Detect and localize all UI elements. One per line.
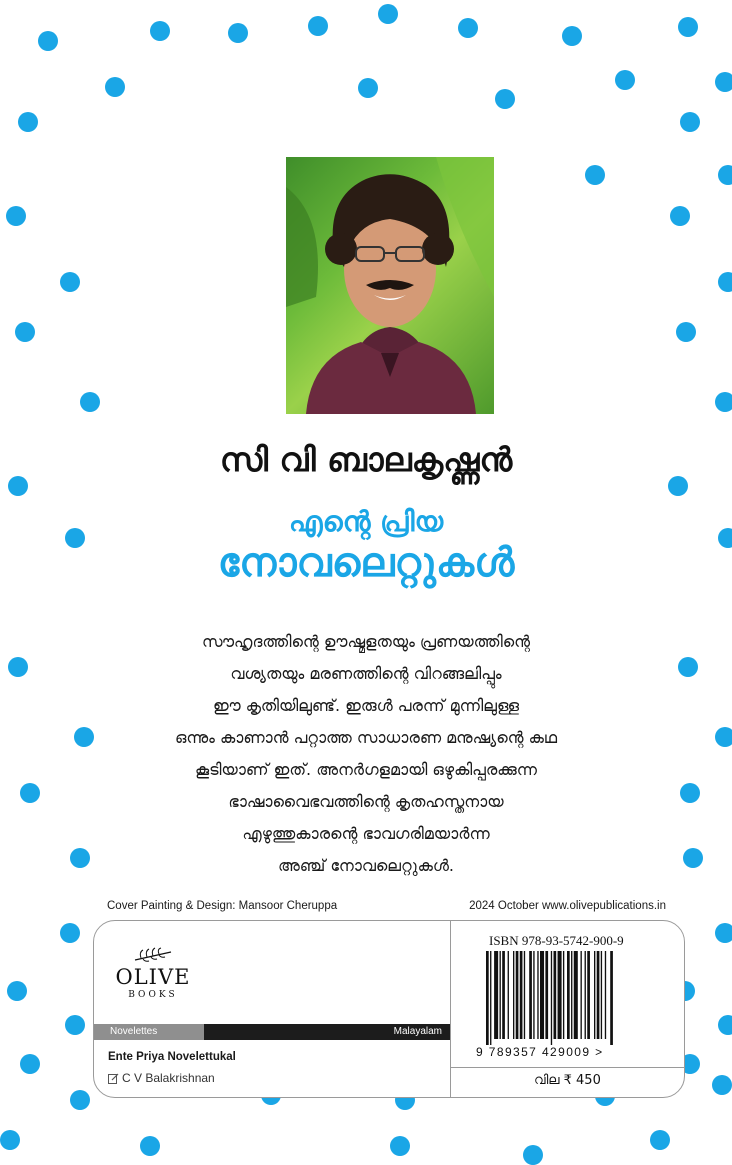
- barcode-bar: [500, 951, 501, 1039]
- language-label: Malayalam: [393, 1026, 442, 1037]
- barcode-bar: [605, 951, 606, 1039]
- dot: [60, 923, 80, 943]
- book-title-line2: നോവലെറ്റുകൾ: [217, 540, 515, 586]
- barcode-bar: [508, 951, 509, 1039]
- barcode-bar: [597, 951, 600, 1039]
- dot: [615, 70, 635, 90]
- barcode-bar: [551, 951, 552, 1045]
- dot: [678, 17, 698, 37]
- dot: [20, 1054, 40, 1074]
- barcode-bar: [520, 951, 523, 1039]
- barcode-bar: [533, 951, 534, 1039]
- dot: [676, 322, 696, 342]
- author-name: സി വി ബാലകൃഷ്ണൻ: [219, 440, 513, 479]
- dot: [718, 165, 732, 185]
- book-blurb: [150, 626, 582, 882]
- price-label: വില ₹ 450: [534, 1073, 601, 1088]
- barcode-bar: [563, 951, 564, 1039]
- publisher-sub: BOOKS: [128, 990, 178, 1000]
- pen-icon: [108, 1073, 119, 1084]
- dot: [390, 1136, 410, 1156]
- dot: [60, 272, 80, 292]
- author-photo: [286, 157, 494, 414]
- dot: [715, 923, 732, 943]
- dot: [715, 72, 732, 92]
- barcode-bar: [545, 951, 548, 1039]
- dot: [683, 848, 703, 868]
- barcode-bar: [585, 951, 586, 1039]
- publisher-name: OLIVE: [115, 965, 191, 989]
- barcode-bar: [601, 951, 602, 1039]
- dot: [718, 272, 732, 292]
- dot: [18, 112, 38, 132]
- barcode-bar: [516, 951, 519, 1039]
- dot: [670, 206, 690, 226]
- author-english: C V Balakrishnan: [122, 1071, 215, 1085]
- barcode-bar: [587, 951, 590, 1039]
- blurb-line: വശ്യതയും മരണത്തിന്റെ വിറങ്ങലിപ്പും: [230, 664, 502, 683]
- barcode-bar: [571, 951, 572, 1039]
- dot: [562, 26, 582, 46]
- barcode-bar: [494, 951, 498, 1039]
- dot: [378, 4, 398, 24]
- dot: [70, 1090, 90, 1110]
- price-divider: [451, 1067, 684, 1068]
- dot: [6, 206, 26, 226]
- dot: [718, 1015, 732, 1035]
- dot: [20, 783, 40, 803]
- dot: [458, 18, 478, 38]
- olive-branch-icon: [133, 947, 173, 963]
- dot: [650, 1130, 670, 1150]
- dot: [140, 1136, 160, 1156]
- barcode-bar: [537, 951, 538, 1039]
- blurb-line: ഒന്നും കാണാൻ പറ്റാത്ത സാധാരണ മനുഷ്യന്റെ കഥ: [174, 728, 558, 747]
- dot: [228, 23, 248, 43]
- dot: [308, 16, 328, 36]
- dot: [105, 77, 125, 97]
- book-title-english: Ente Priya Novelettukal: [108, 1051, 236, 1063]
- category-bar: [94, 1024, 450, 1040]
- barcode-bar: [594, 951, 595, 1039]
- dot: [680, 112, 700, 132]
- blurb-line: ഭാഷാവൈഭവത്തിന്റെ കൃതഹസ്തനായ: [228, 792, 504, 811]
- barcode-bar: [490, 951, 491, 1045]
- dot: [358, 78, 378, 98]
- dot: [38, 31, 58, 51]
- dot: [150, 21, 170, 41]
- dot: [715, 727, 732, 747]
- barcode-bar: [529, 951, 532, 1039]
- edition-credit: 2024 October www.olivepublications.in: [469, 900, 666, 912]
- barcode-bar: [567, 951, 570, 1039]
- barcode-bar: [554, 951, 557, 1039]
- panel-divider: [450, 921, 451, 1097]
- dot: [7, 981, 27, 1001]
- barcode-bar: [581, 951, 582, 1039]
- isbn-label: ISBN 978-93-5742-900-9: [489, 933, 624, 948]
- design-credit: Cover Painting & Design: Mansoor Cheruppa: [107, 900, 338, 912]
- category-label: Novelettes: [94, 1024, 204, 1040]
- dot: [80, 392, 100, 412]
- publisher-logo: [108, 947, 198, 1000]
- barcode-bar: [502, 951, 505, 1039]
- isbn-barcode: [486, 951, 652, 1045]
- book-title-line1: എന്റെ പ്രിയ: [288, 505, 444, 538]
- dot: [0, 1130, 20, 1150]
- dot: [74, 727, 94, 747]
- dot: [712, 1075, 732, 1095]
- barcode-digits: 9 789357 429009 >: [476, 1045, 604, 1059]
- dot: [495, 89, 515, 109]
- blurb-line: എഴുത്തുകാരന്റെ ഭാവഗരിമയാർന്ന: [242, 824, 490, 843]
- blurb-line: അഞ്ച് നോവലെറ്റുകൾ.: [277, 856, 454, 875]
- dot: [8, 657, 28, 677]
- dot: [70, 848, 90, 868]
- dot: [65, 1015, 85, 1035]
- barcode-bar: [540, 951, 544, 1039]
- dot: [585, 165, 605, 185]
- blurb-line: ഈ കൃതിയിലുണ്ട്. ഇരുൾ പരന്ന് മുന്നിലുള്ള: [212, 696, 520, 715]
- barcode-bar: [513, 951, 514, 1039]
- author-english-row: [108, 1071, 215, 1085]
- barcode-bar: [524, 951, 525, 1039]
- barcode-bar: [610, 951, 613, 1045]
- blurb-line: സൗഹൃദത്തിന്റെ ഊഷ്മളതയും പ്രണയത്തിന്റെ: [201, 632, 531, 651]
- barcode-bar: [574, 951, 578, 1039]
- dot: [523, 1145, 543, 1165]
- dot: [715, 392, 732, 412]
- barcode-bar: [558, 951, 562, 1039]
- dot: [680, 783, 700, 803]
- dot: [678, 657, 698, 677]
- dot: [15, 322, 35, 342]
- publisher-info-panel: [93, 920, 685, 1098]
- barcode-bar: [486, 951, 489, 1045]
- blurb-line: കൂടിയാണ് ഇത്. അനർഗളമായി ഒഴുകിപ്പരക്കുന്ന: [195, 760, 537, 779]
